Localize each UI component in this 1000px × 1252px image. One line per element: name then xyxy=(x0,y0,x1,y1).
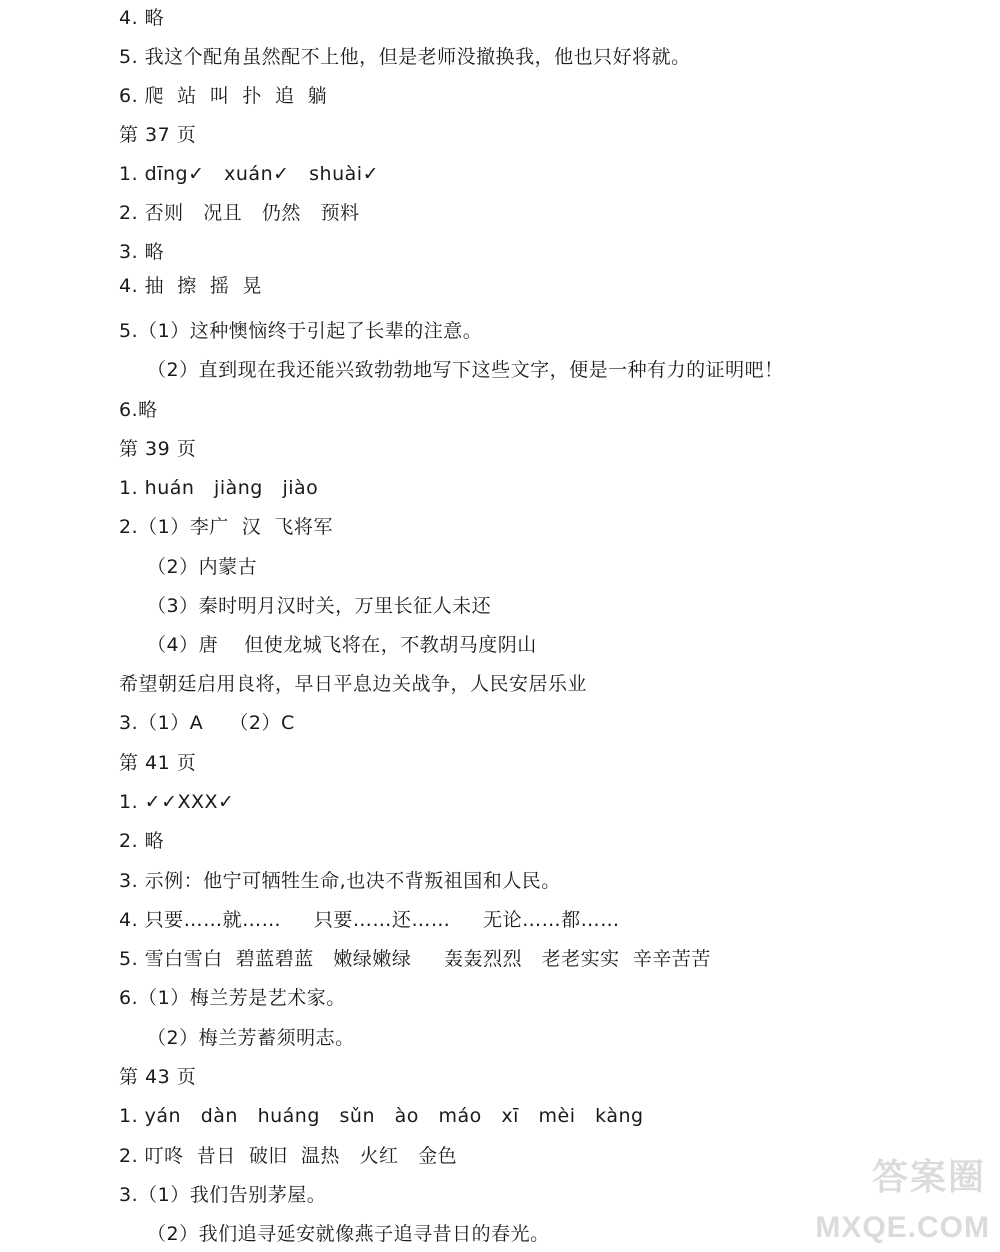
answer-line: 5.（1）这种懊恼终于引起了长辈的注意。 xyxy=(119,320,483,342)
answer-line: 希望朝廷启用良将，早日平息边关战争，人民安居乐业 xyxy=(119,673,588,695)
answer-line: 1. huán jiàng jiào xyxy=(119,477,319,499)
page-heading: 第 39 页 xyxy=(119,438,197,460)
answer-line: 3.（1）我们告别茅屋。 xyxy=(119,1184,327,1206)
watermark-url: MXQE.COM xyxy=(815,1211,990,1244)
answer-line: 1. ✓✓XXX✓ xyxy=(119,791,235,813)
page-heading: 第 41 页 xyxy=(119,752,197,774)
answer-line: 6.（1）梅兰芳是艺术家。 xyxy=(119,987,346,1009)
answer-line: 5. 我这个配角虽然配不上他，但是老师没撤换我，他也只好将就。 xyxy=(119,46,691,68)
answer-line: 1. dīng✓ xuán✓ shuài✓ xyxy=(119,163,379,185)
answer-line: 5. 雪白雪白 碧蓝碧蓝 嫩绿嫩绿 轰轰烈烈 老老实实 辛辛苦苦 xyxy=(119,948,711,970)
answer-line: 2. 否则 况且 仍然 预料 xyxy=(119,202,360,224)
watermark-text: 答案圈 xyxy=(871,1157,986,1198)
answer-line: 3. 略 xyxy=(119,241,165,263)
answer-subline: （2）直到现在我还能兴致勃勃地写下这些文字，便是一种有力的证明吧！ xyxy=(147,359,784,381)
answer-subline: （2）我们追寻延安就像燕子追寻昔日的春光。 xyxy=(147,1223,550,1245)
answer-line: 6.略 xyxy=(119,399,158,421)
answer-line: 2. 略 xyxy=(119,830,165,852)
answer-subline: （2）内蒙古 xyxy=(147,556,258,578)
answer-line: 2. 叮咚 昔日 破旧 温热 火红 金色 xyxy=(119,1145,458,1167)
answer-line: 4. 只要……就…… 只要……还…… 无论……都…… xyxy=(119,909,620,931)
page-heading: 第 43 页 xyxy=(119,1066,197,1088)
answer-line: 2.（1）李广 汉 飞将军 xyxy=(119,516,333,538)
answer-subline: （4）唐 但使龙城飞将在，不教胡马度阴山 xyxy=(147,634,537,656)
answer-line: 6. 爬 站 叫 扑 追 躺 xyxy=(119,85,328,107)
answer-line: 3. 示例：他宁可牺牲生命,也决不背叛祖国和人民。 xyxy=(119,870,561,892)
answer-line: 4. 略 xyxy=(119,7,165,29)
answer-subline: （2）梅兰芳蓄须明志。 xyxy=(147,1027,355,1049)
answer-line: 1. yán dàn huáng sǔn ào máo xī mèi kàng xyxy=(119,1105,644,1127)
answer-subline: （3）秦时明月汉时关，万里长征人未还 xyxy=(147,595,492,617)
answer-line: 4. 抽 擦 摇 晃 xyxy=(119,275,262,297)
answer-line: 3.（1）A （2）C xyxy=(119,712,295,734)
page-heading: 第 37 页 xyxy=(119,124,197,146)
watermark-logo xyxy=(815,1156,994,1246)
